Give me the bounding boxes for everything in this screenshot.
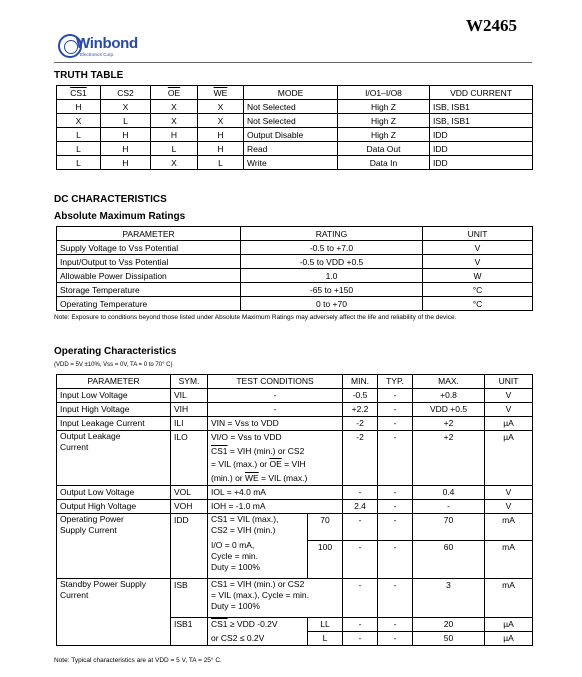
col-header: PARAMETER xyxy=(57,227,241,241)
param-line: Current xyxy=(60,442,89,452)
cell: -0.5 to +7.0 xyxy=(241,241,423,255)
cell: - xyxy=(378,389,413,403)
cond-line: Duty = 100% xyxy=(211,562,260,572)
cell: L xyxy=(151,142,198,156)
cell: 20 xyxy=(413,618,485,632)
cell: - xyxy=(378,486,413,500)
cell: H xyxy=(101,128,151,142)
cell: +2 xyxy=(413,431,485,486)
cell: H xyxy=(151,128,198,142)
table-row xyxy=(57,156,533,170)
cell: 70 xyxy=(413,514,485,541)
cell: ISB, ISB1 xyxy=(430,114,533,128)
cell: - xyxy=(208,403,343,417)
cell: - xyxy=(343,579,378,618)
cell: H xyxy=(198,142,244,156)
cell: ISB xyxy=(171,579,208,618)
cell: - xyxy=(378,403,413,417)
cell xyxy=(208,514,308,541)
cell: - xyxy=(378,431,413,486)
cell: 1.0 xyxy=(241,269,423,283)
truth-table-header xyxy=(57,86,533,100)
cell: V xyxy=(423,241,533,255)
cell: or CS2 ≤ 0.2V xyxy=(208,632,308,646)
cond-line: I/O = 0 mA, xyxy=(211,540,255,550)
cell: L xyxy=(57,156,101,170)
cell: ISB1 xyxy=(171,618,208,646)
cell: 60 xyxy=(413,540,485,579)
cell xyxy=(57,579,171,646)
typical-note: Note: Typical characteristics are at VDD = 5 V, TA = 25° C. xyxy=(54,657,222,664)
cell: High Z xyxy=(338,128,430,142)
col-header: MODE xyxy=(244,86,338,100)
cell: H xyxy=(198,128,244,142)
param-line: Standby Power Supply xyxy=(60,579,146,589)
operating-title: Operating Characteristics xyxy=(54,346,177,357)
cell: - xyxy=(378,417,413,431)
cell: Allowable Power Dissipation xyxy=(57,269,241,283)
cond-line: (min.) or xyxy=(211,472,245,483)
cell: IOH = -1.0 mA xyxy=(208,500,343,514)
cell: X xyxy=(101,100,151,114)
oe-label: $\overline{OE}$ xyxy=(269,459,282,469)
cell: W xyxy=(423,269,533,283)
cell: 50 xyxy=(413,632,485,646)
cell: X xyxy=(198,114,244,128)
table-row xyxy=(57,283,533,297)
cell: X xyxy=(151,114,198,128)
table-row xyxy=(57,255,533,269)
cell: IDD xyxy=(430,142,533,156)
cell: 100 xyxy=(308,540,343,579)
cell: ILI xyxy=(171,417,208,431)
we-label: $\overline{WE}$ xyxy=(245,472,259,483)
cell: X xyxy=(151,156,198,170)
cell: VIL xyxy=(171,389,208,403)
cell: - xyxy=(343,618,378,632)
cell: X xyxy=(57,114,101,128)
col-header: RATING xyxy=(241,227,423,241)
cell: mA xyxy=(485,514,533,541)
cell: X xyxy=(198,100,244,114)
cell: Input Low Voltage xyxy=(57,389,171,403)
cell: µA xyxy=(485,632,533,646)
operating-header xyxy=(57,375,533,389)
cell: 2.4 xyxy=(343,500,378,514)
cell: Output Disable xyxy=(244,128,338,142)
cond-line: = VIL (max.) or xyxy=(211,459,270,469)
cond-line: = VIL (max.) xyxy=(258,472,308,483)
cell: Output Low Voltage xyxy=(57,486,171,500)
cell: Not Selected xyxy=(244,100,338,114)
cell: IDD xyxy=(430,128,533,142)
abs-max-header xyxy=(57,227,533,241)
cell: V xyxy=(485,486,533,500)
cell: - xyxy=(378,514,413,541)
col-header: CS1 xyxy=(57,86,101,100)
col-header: CS2 xyxy=(101,86,151,100)
cell: ILO xyxy=(171,431,208,486)
cell: -65 to +150 xyxy=(241,283,423,297)
cond-line: CS2 = VIH (min.) xyxy=(211,525,276,535)
cell: LL xyxy=(308,618,343,632)
cell: VOL xyxy=(171,486,208,500)
logo-name: Winbond xyxy=(76,35,138,52)
cell: Storage Temperature xyxy=(57,283,241,297)
cell xyxy=(208,540,308,579)
cell: Data Out xyxy=(338,142,430,156)
cell: V xyxy=(485,403,533,417)
cell: µA xyxy=(485,431,533,486)
cell: L xyxy=(57,128,101,142)
operating-table xyxy=(56,374,533,646)
cond-line: ≥ VDD -0.2V xyxy=(227,619,278,629)
cell: 0 to +70 xyxy=(241,297,423,311)
table-row xyxy=(57,241,533,255)
cell: - xyxy=(343,540,378,579)
table-row xyxy=(57,100,533,114)
cell: Write xyxy=(244,156,338,170)
cell: 0.4 xyxy=(413,486,485,500)
col-header: VDD CURRENT xyxy=(430,86,533,100)
truth-table-title: TRUTH TABLE xyxy=(54,70,124,81)
param-line: Output Leakage xyxy=(60,431,121,441)
cell xyxy=(208,618,308,632)
table-row xyxy=(57,114,533,128)
cond-line: VI/O = Vss to VDD xyxy=(211,432,282,442)
col-header: UNIT xyxy=(485,375,533,389)
cell: +2.2 xyxy=(343,403,378,417)
col-header: $\overline{OE}$ xyxy=(151,86,198,100)
cell: +0.8 xyxy=(413,389,485,403)
cell: - xyxy=(413,500,485,514)
logo-subtitle: Electronics Corp. xyxy=(80,52,115,57)
cell: X xyxy=(151,100,198,114)
operating-conditions: (VDD = 5V ±10%, Vss = 0V, TA = 0 to 70° C) xyxy=(54,362,173,368)
cell: - xyxy=(343,486,378,500)
col-header: TEST CONDITIONS xyxy=(208,375,343,389)
cell: L xyxy=(57,142,101,156)
cell: IOL = +4.0 mA xyxy=(208,486,343,500)
cell: Input High Voltage xyxy=(57,403,171,417)
table-row xyxy=(57,128,533,142)
cell: IDD xyxy=(430,156,533,170)
col-header: I/O1–I/O8 xyxy=(338,86,430,100)
col-header: TYP. xyxy=(378,375,413,389)
col-header: PARAMETER xyxy=(57,375,171,389)
cell: Operating Temperature xyxy=(57,297,241,311)
cell xyxy=(208,579,343,618)
cs1-label: CS1 xyxy=(211,619,228,629)
cell: H xyxy=(57,100,101,114)
cell: Data In xyxy=(338,156,430,170)
cell: V xyxy=(485,500,533,514)
param-line: Operating Power xyxy=(60,514,124,524)
table-row xyxy=(57,417,533,431)
cond-line: = VIH (min.) or CS2 xyxy=(227,579,305,589)
cell: V xyxy=(485,389,533,403)
cell: mA xyxy=(485,540,533,579)
cell: VOH xyxy=(171,500,208,514)
cell xyxy=(57,514,171,579)
cell: High Z xyxy=(338,100,430,114)
table-row xyxy=(57,500,533,514)
cell: - xyxy=(378,579,413,618)
param-line: Supply Current xyxy=(60,525,117,535)
cond-line: Cycle = min. xyxy=(211,551,258,561)
cell: - xyxy=(343,514,378,541)
cell: - xyxy=(378,500,413,514)
cell: Not Selected xyxy=(244,114,338,128)
cell: VIH xyxy=(171,403,208,417)
cell: µA xyxy=(485,417,533,431)
cond-line: Duty = 100% xyxy=(211,601,260,611)
header-divider xyxy=(54,62,532,63)
cell: Output High Voltage xyxy=(57,500,171,514)
cs1-label: CS1 xyxy=(211,514,228,524)
cell: L xyxy=(308,632,343,646)
cell: Input Leakage Current xyxy=(57,417,171,431)
table-row xyxy=(57,431,533,486)
table-row xyxy=(57,142,533,156)
cell: - xyxy=(343,632,378,646)
cell: -0.5 to VDD +0.5 xyxy=(241,255,423,269)
cell: L xyxy=(101,114,151,128)
cs1-label: CS1 xyxy=(211,579,228,589)
cell: - xyxy=(378,632,413,646)
cell: V xyxy=(423,255,533,269)
col-header: UNIT xyxy=(423,227,533,241)
param-line: Current xyxy=(60,590,89,600)
cell: H xyxy=(101,142,151,156)
cell: Supply Voltage to Vss Potential xyxy=(57,241,241,255)
cell: - xyxy=(378,618,413,632)
table-row xyxy=(57,269,533,283)
col-header: $\overline{WE}$ xyxy=(198,86,244,100)
cond-line: = VIH (min.) or CS2 xyxy=(227,445,305,456)
cell: L xyxy=(198,156,244,170)
col-header: SYM. xyxy=(171,375,208,389)
abs-max-note: Note: Exposure to conditions beyond those listed under Absolute Maximum Ratings may adversely affect the life and reliability of the device. xyxy=(54,314,457,321)
cell xyxy=(208,431,343,486)
table-row xyxy=(57,297,533,311)
truth-table xyxy=(56,85,533,170)
cs1-label: CS1 xyxy=(211,445,228,456)
cell: -0.5 xyxy=(343,389,378,403)
cell xyxy=(57,431,171,486)
cell: -2 xyxy=(343,417,378,431)
dc-characteristics-title: DC CHARACTERISTICS xyxy=(54,194,167,205)
cond-line: = VIL (max.), xyxy=(227,514,279,524)
table-row xyxy=(57,403,533,417)
cell: High Z xyxy=(338,114,430,128)
cell: ISB, ISB1 xyxy=(430,100,533,114)
abs-max-title: Absolute Maximum Ratings xyxy=(54,211,186,222)
cell: VIN = Vss to VDD xyxy=(208,417,343,431)
cell: - xyxy=(378,540,413,579)
cell: °C xyxy=(423,283,533,297)
abs-max-table xyxy=(56,226,533,311)
col-header: MIN. xyxy=(343,375,378,389)
cell: Input/Output to Vss Potential xyxy=(57,255,241,269)
table-row xyxy=(57,579,533,618)
cond-line: = VIH xyxy=(281,459,306,469)
table-row xyxy=(57,389,533,403)
cond-line: = VIL (max.), Cycle = min. xyxy=(211,590,309,600)
cell: +2 xyxy=(413,417,485,431)
cell: 3 xyxy=(413,579,485,618)
cell: µA xyxy=(485,618,533,632)
cell: Read xyxy=(244,142,338,156)
table-row xyxy=(57,486,533,500)
cell: IDD xyxy=(171,514,208,579)
cell: H xyxy=(101,156,151,170)
cell: - xyxy=(208,389,343,403)
part-number: W2465 xyxy=(466,16,517,35)
cell: -2 xyxy=(343,431,378,486)
winbond-logo xyxy=(58,34,148,60)
cell: °C xyxy=(423,297,533,311)
table-row xyxy=(57,514,533,541)
cell: VDD +0.5 xyxy=(413,403,485,417)
col-header: MAX. xyxy=(413,375,485,389)
cell: 70 xyxy=(308,514,343,541)
cell: mA xyxy=(485,579,533,618)
